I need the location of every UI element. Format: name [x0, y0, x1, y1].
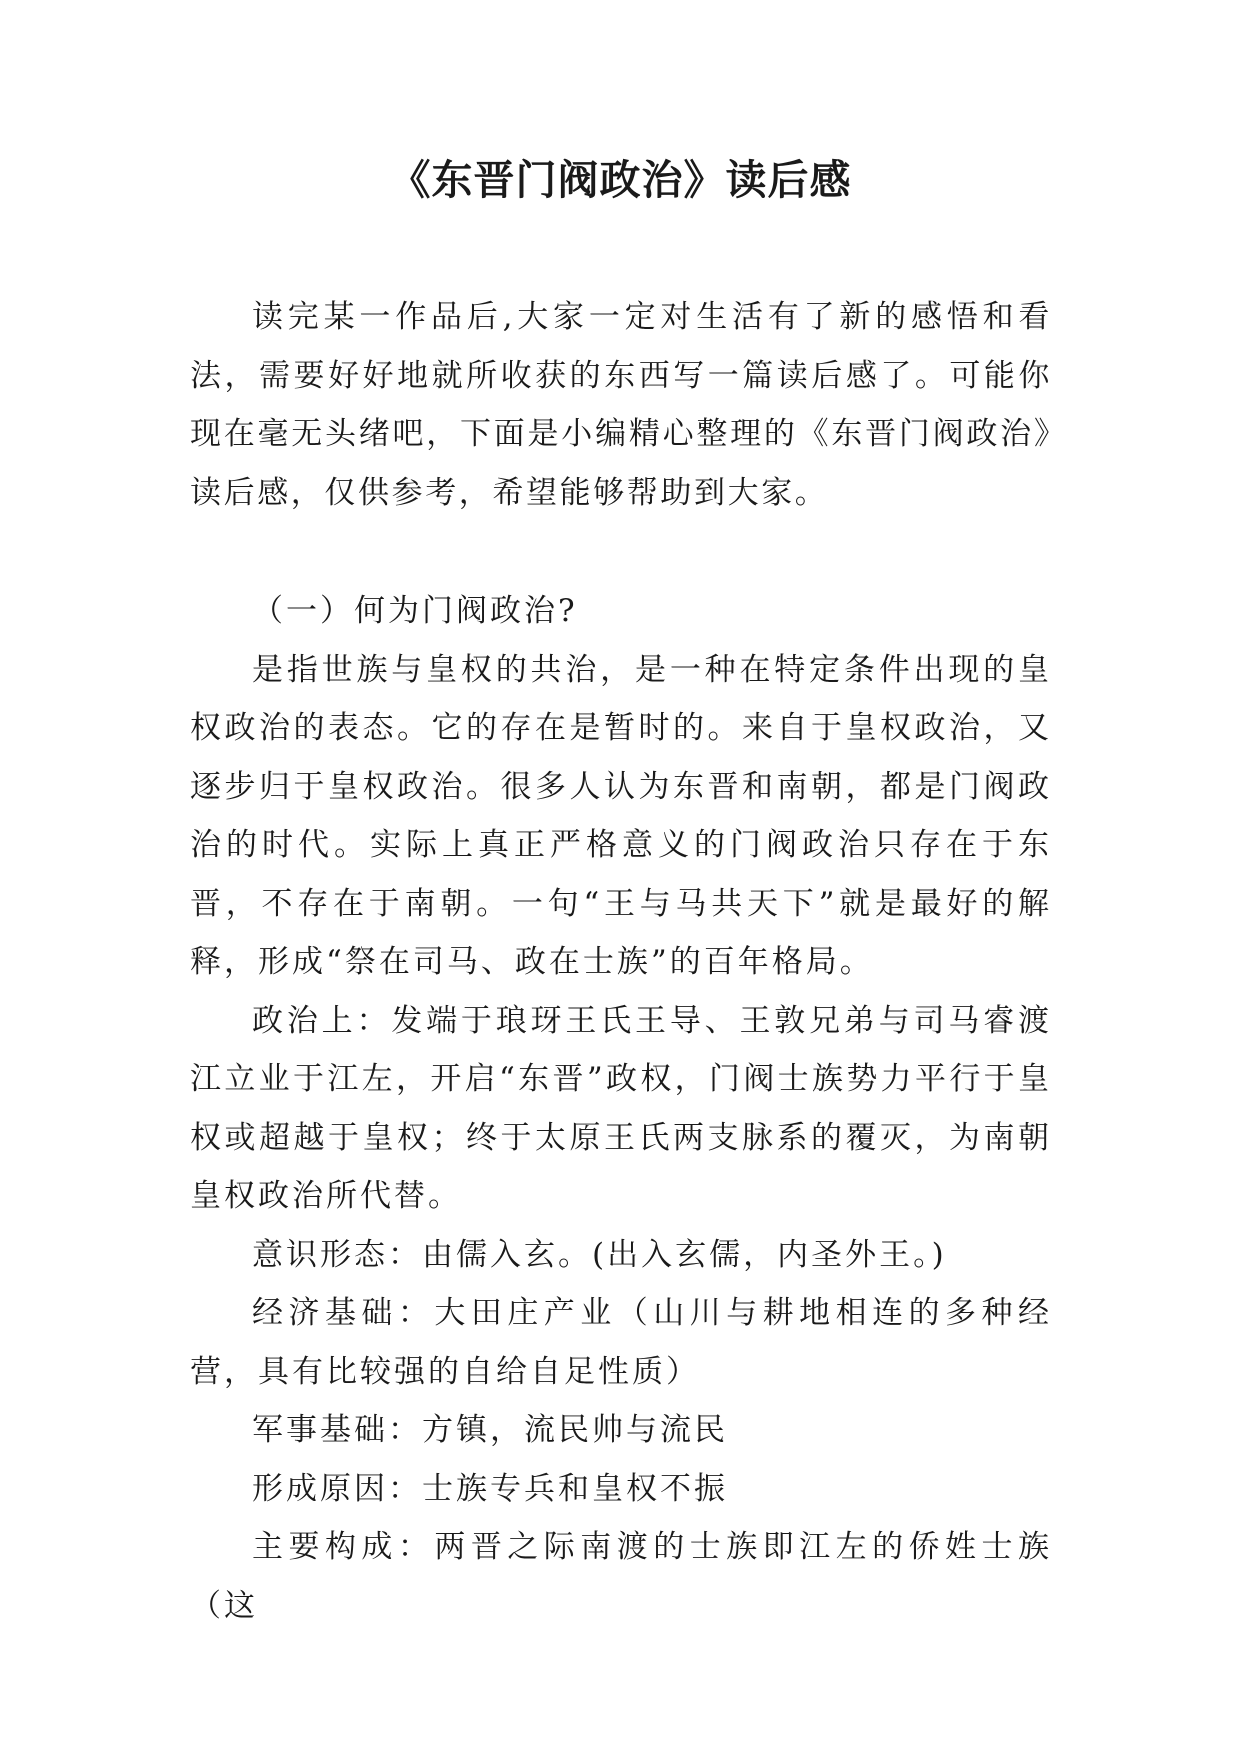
document-body — [190, 288, 1052, 1635]
paragraph-ideology: 意识形态：由儒入玄。(出入玄儒，内圣外王。) — [252, 1236, 947, 1273]
paragraph-military: 军事基础：方镇，流民帅与流民 — [252, 1412, 728, 1448]
paragraph-politics: 政治上：发端于琅玡王氏王导、王敦兄弟与司马睿渡江立业于江左，开启“东晋”政权，门阀士族势力平行于皇权或超越于皇权；终于太原王氏两支脉系的覆灭，为南朝皇权政治所代替。 — [190, 1002, 1052, 1214]
paragraph-economy: 经济基础：大田庄产业（山川与耕地相连的多种经营，具有比较强的自给自足性质） — [190, 1295, 1052, 1390]
paragraph-definition: 是指世族与皇权的共治，是一种在特定条件出现的皇权政治的表态。它的存在是暂时的。来自于皇权政治，又逐步归于皇权政治。很多人认为东晋和南朝，都是门阀政治的时代。实际上真正严格意义的门阀政治只存在于东晋，不存在于南朝。一句“王与马共天下”就是最好的解释，形成“祭在司马、政在士族”的百年格局。 — [190, 651, 1052, 980]
intro-paragraph: 读完某一作品后,大家一定对生活有了新的感悟和看法，需要好好地就所收获的东西写一篇读后感了。可能你现在毫无头绪吧，下面是小编精心整理的《东晋门阀政治》读后感，仅供参考，希望能够帮助到大家。 — [190, 299, 1052, 511]
paragraph-cause: 形成原因：士族专兵和皇权不振 — [252, 1470, 728, 1507]
paragraph-composition: 主要构成：两晋之际南渡的士族即江左的侨姓士族（这 — [190, 1529, 1052, 1624]
section-heading: （一）何为门阀政治? — [252, 593, 578, 629]
document-title: 《东晋门阀政治》读后感 — [389, 156, 852, 204]
